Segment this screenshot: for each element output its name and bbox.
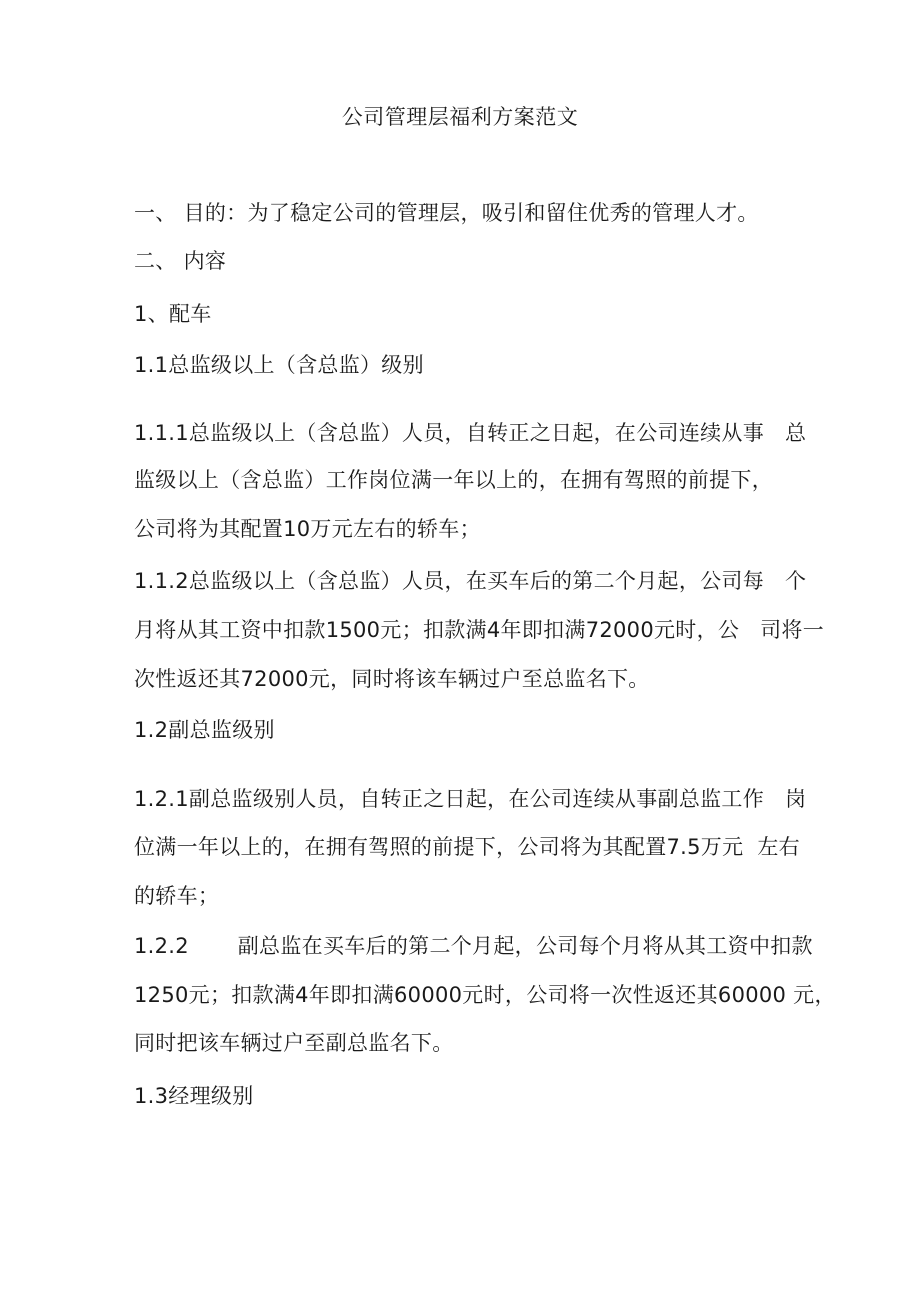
clause-1-1-2-line-2: 月将从其工资中扣款1500元；扣款满4年即扣满72000元时，公 司将一 [134, 618, 825, 642]
clause-1-2-1-line-2: 位满一年以上的，在拥有驾照的前提下，公司将为其配置7.5万元 左右 [134, 835, 800, 859]
clause-1-1-1-line-3: 公司将为其配置10万元左右的轿车； [134, 517, 481, 541]
clause-1-2-2-line-2: 1250元；扣款满4年即扣满60000元时，公司将一次性返还其60000 元， [134, 983, 836, 1007]
clause-1-1-2-line-3: 次性返还其72000元，同时将该车辆过户至总监名下。 [134, 667, 650, 691]
clause-1-2-1-line-1: 1.2.1副总监级别人员，自转正之日起，在公司连续从事副总监工作 岗 [134, 787, 807, 811]
clause-1-2-2-line-1: 1.2.2 副总监在买车后的第二个月起，公司每个月将从其工资中扣款 [134, 934, 813, 958]
heading-director-level: 1.1总监级以上（含总监）级别 [134, 353, 424, 377]
clause-1-1-1-line-2: 监级以上（含总监）工作岗位满一年以上的，在拥有驾照的前提下， [134, 468, 773, 492]
heading-manager-level: 1.3经理级别 [134, 1084, 254, 1108]
document-title: 公司管理层福利方案范文 [341, 105, 579, 129]
heading-deputy-director-level: 1.2副总监级别 [134, 718, 275, 742]
section-purpose: 一、 目的：为了稳定公司的管理层，吸引和留住优秀的管理人才。 [134, 201, 759, 225]
section-content-heading: 二、 内容 [134, 249, 227, 273]
clause-1-1-2-line-1: 1.1.2总监级以上（含总监）人员，在买车后的第二个月起，公司每 个 [134, 569, 807, 593]
clause-1-1-1-line-1: 1.1.1总监级以上（含总监）人员，自转正之日起，在公司连续从事 总 [134, 421, 807, 445]
heading-car-allocation: 1、配车 [134, 302, 212, 326]
clause-1-2-1-line-3: 的轿车； [134, 884, 220, 908]
clause-1-2-2-line-3: 同时把该车辆过户至副总监名下。 [134, 1031, 454, 1055]
